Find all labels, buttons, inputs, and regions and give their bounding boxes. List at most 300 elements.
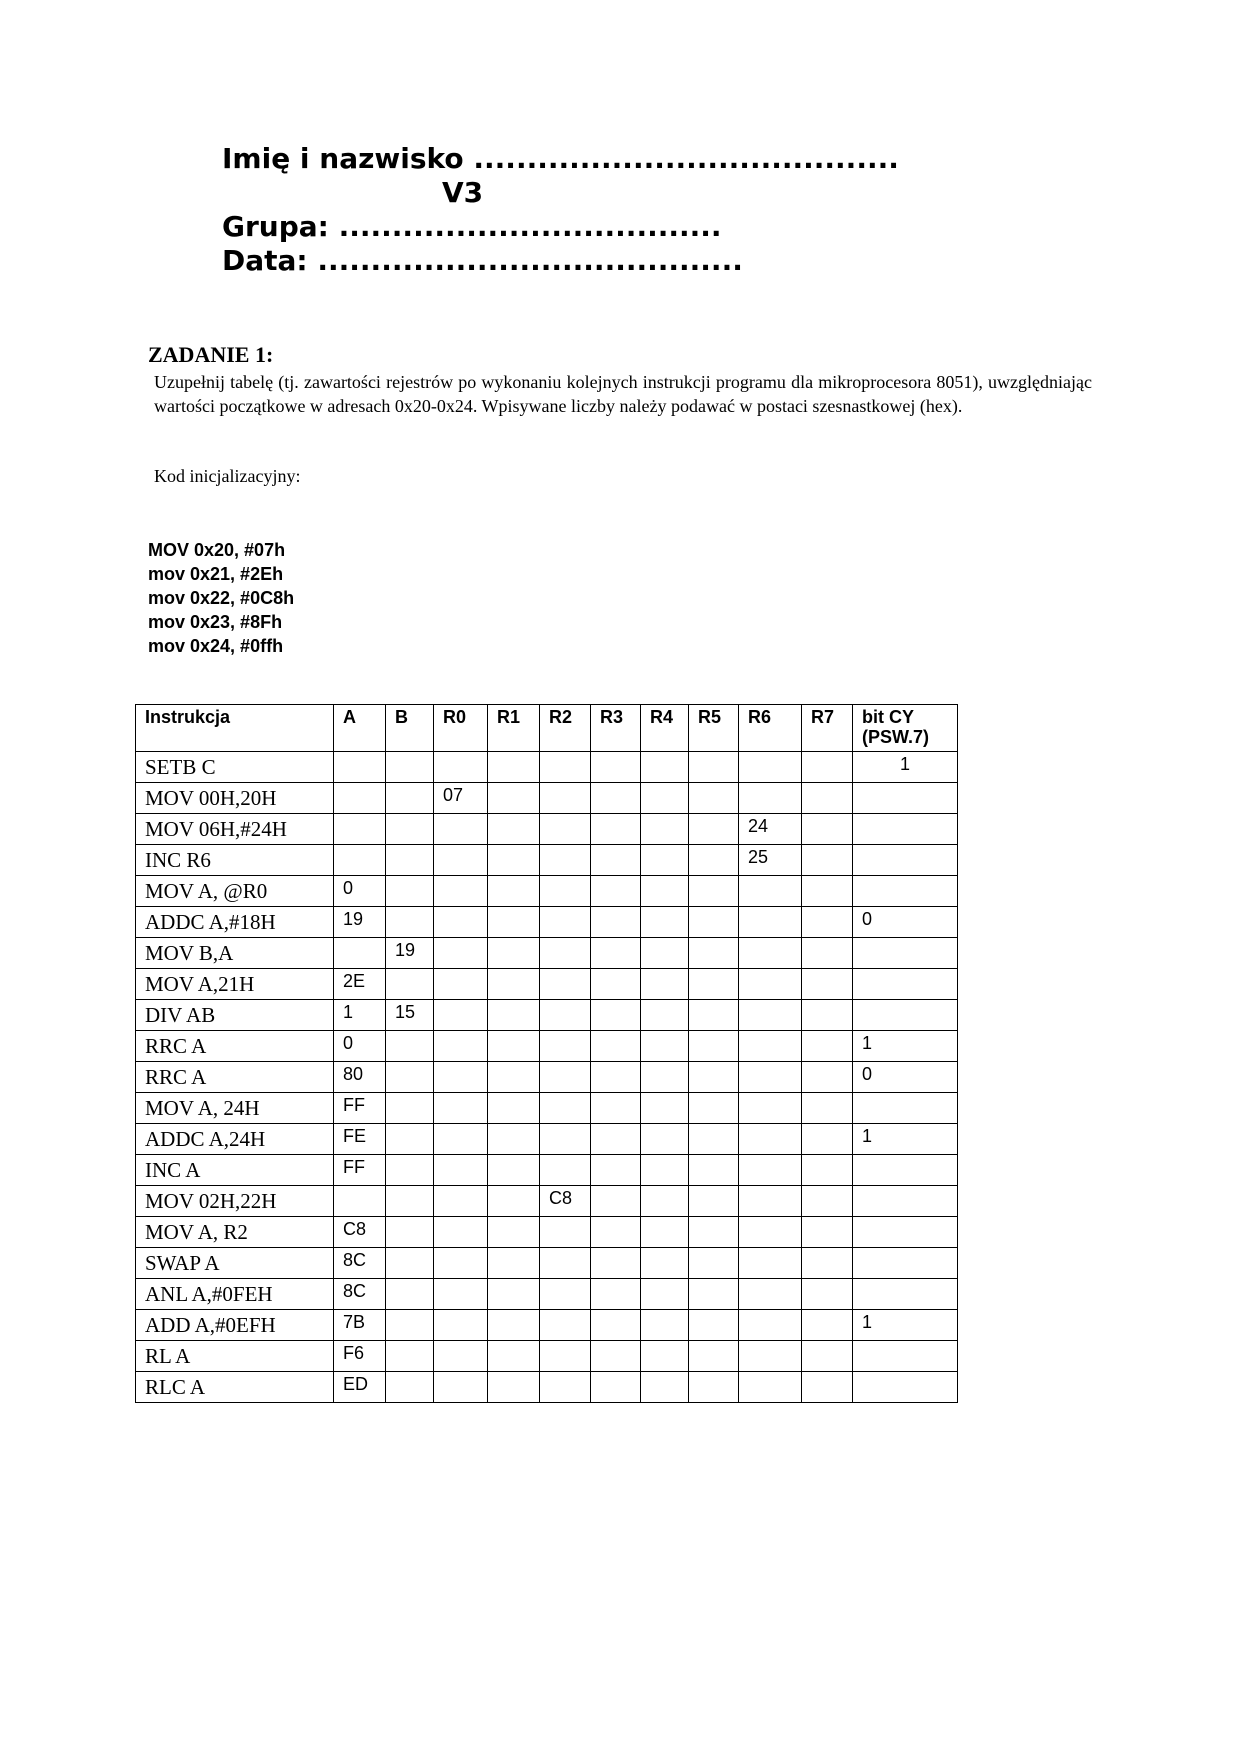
code-line: mov 0x23, #8Fh — [148, 612, 283, 632]
table-row — [136, 814, 958, 845]
register-cell — [434, 907, 488, 938]
register-cell — [540, 938, 591, 969]
register-cell: 0 — [853, 907, 958, 938]
register-cell — [853, 783, 958, 814]
register-cell — [334, 845, 386, 876]
register-cell — [802, 1093, 853, 1124]
register-cell: 0 — [853, 1062, 958, 1093]
register-cell — [591, 1248, 641, 1279]
register-cell — [334, 1186, 386, 1217]
register-cell — [488, 1093, 540, 1124]
register-cell — [386, 1093, 434, 1124]
register-cell — [540, 1062, 591, 1093]
register-cell — [540, 1000, 591, 1031]
register-cell — [802, 969, 853, 1000]
register-cell — [434, 969, 488, 1000]
register-cell — [488, 1031, 540, 1062]
group-label: Grupa: — [222, 210, 329, 243]
register-cell — [641, 1217, 689, 1248]
instruction-cell: ADDC A,24H — [136, 1124, 334, 1155]
register-cell — [689, 907, 739, 938]
register-cell — [488, 752, 540, 783]
register-cell — [853, 876, 958, 907]
instruction-cell: DIV AB — [136, 1000, 334, 1031]
register-cell — [802, 1124, 853, 1155]
register-cell — [802, 1186, 853, 1217]
register-cell — [802, 1341, 853, 1372]
register-cell: 24 — [739, 814, 802, 845]
register-cell — [853, 1217, 958, 1248]
table-row — [136, 1031, 958, 1062]
header-cell: R1 — [488, 705, 540, 752]
register-cell — [434, 814, 488, 845]
name-dots: ........................................ — [473, 142, 899, 175]
register-cell — [540, 1248, 591, 1279]
register-cell — [591, 1279, 641, 1310]
register-cell: 80 — [334, 1062, 386, 1093]
register-cell: 1 — [334, 1000, 386, 1031]
register-cell — [641, 1372, 689, 1403]
init-code-block — [148, 538, 294, 658]
code-line: mov 0x24, #0ffh — [148, 636, 284, 656]
date-line — [222, 244, 899, 278]
register-cell — [540, 1217, 591, 1248]
register-cell — [591, 1062, 641, 1093]
register-cell — [488, 1186, 540, 1217]
register-cell — [739, 1031, 802, 1062]
register-cell — [739, 1186, 802, 1217]
register-cell — [540, 845, 591, 876]
register-cell — [591, 1310, 641, 1341]
register-cell — [591, 1341, 641, 1372]
register-cell — [591, 1093, 641, 1124]
register-cell — [689, 1000, 739, 1031]
register-cell — [641, 1341, 689, 1372]
register-cell — [386, 1186, 434, 1217]
register-cell — [386, 814, 434, 845]
register-cell — [802, 1248, 853, 1279]
register-cell — [488, 907, 540, 938]
instruction-cell: SETB C — [136, 752, 334, 783]
register-cell — [591, 814, 641, 845]
register-cell — [802, 845, 853, 876]
header-cell: R5 — [689, 705, 739, 752]
register-cell — [739, 1310, 802, 1341]
register-cell — [853, 1248, 958, 1279]
register-cell — [853, 1279, 958, 1310]
register-cell — [386, 845, 434, 876]
register-cell — [434, 938, 488, 969]
name-label: Imię i nazwisko — [222, 142, 464, 175]
register-cell — [739, 1279, 802, 1310]
register-cell: 1 — [853, 1124, 958, 1155]
register-cell: 1 — [853, 752, 958, 783]
register-cell — [488, 1248, 540, 1279]
register-cell — [739, 1248, 802, 1279]
register-cell — [434, 1372, 488, 1403]
register-cell — [853, 845, 958, 876]
register-cell: C8 — [540, 1186, 591, 1217]
register-cell — [641, 814, 689, 845]
register-cell — [689, 845, 739, 876]
table-row — [136, 1217, 958, 1248]
table-row — [136, 783, 958, 814]
table-row — [136, 1155, 958, 1186]
header-cell: R7 — [802, 705, 853, 752]
register-cell — [386, 783, 434, 814]
code-line: mov 0x21, #2Eh — [148, 564, 284, 584]
register-cell — [641, 1031, 689, 1062]
register-cell — [591, 1186, 641, 1217]
register-cell — [739, 1124, 802, 1155]
register-cell — [689, 1341, 739, 1372]
register-cell — [853, 1093, 958, 1124]
register-cell — [591, 1217, 641, 1248]
register-cell — [641, 1124, 689, 1155]
init-code-label: Kod inicjalizacyjny: — [154, 466, 301, 486]
table-row — [136, 1000, 958, 1031]
register-cell — [434, 1000, 488, 1031]
table-row — [136, 1341, 958, 1372]
register-cell: 07 — [434, 783, 488, 814]
register-cell — [739, 783, 802, 814]
register-cell — [540, 969, 591, 1000]
task-title: ZADANIE 1: — [148, 342, 274, 367]
register-cell — [488, 1124, 540, 1155]
register-cell — [739, 1062, 802, 1093]
header-cell: R6 — [739, 705, 802, 752]
register-cell — [739, 1093, 802, 1124]
register-cell — [591, 969, 641, 1000]
register-cell — [488, 1062, 540, 1093]
table-row — [136, 1093, 958, 1124]
register-cell — [591, 845, 641, 876]
register-cell — [540, 1093, 591, 1124]
register-cell — [641, 845, 689, 876]
register-cell — [739, 969, 802, 1000]
table-row — [136, 845, 958, 876]
register-cell: ED — [334, 1372, 386, 1403]
register-cell — [802, 814, 853, 845]
register-cell — [334, 752, 386, 783]
table-header-row — [136, 705, 958, 752]
register-cell: 0 — [334, 876, 386, 907]
register-cell — [641, 1093, 689, 1124]
register-cell — [641, 1186, 689, 1217]
register-cell — [802, 1279, 853, 1310]
instruction-cell: ANL A,#0FEH — [136, 1279, 334, 1310]
register-cell — [641, 876, 689, 907]
register-cell — [739, 752, 802, 783]
instruction-cell: INC A — [136, 1155, 334, 1186]
register-cell — [802, 752, 853, 783]
register-cell — [591, 876, 641, 907]
code-line: MOV 0x20, #07h — [148, 540, 286, 560]
register-cell — [591, 752, 641, 783]
register-cell — [853, 1372, 958, 1403]
register-cell — [689, 1155, 739, 1186]
register-cell — [540, 907, 591, 938]
instruction-cell: MOV A, R2 — [136, 1217, 334, 1248]
group-line — [222, 210, 899, 244]
register-cell — [540, 1279, 591, 1310]
register-cell — [641, 1279, 689, 1310]
register-cell — [689, 1372, 739, 1403]
table-row — [136, 1372, 958, 1403]
table-row — [136, 938, 958, 969]
register-cell — [739, 1341, 802, 1372]
register-cell — [802, 1031, 853, 1062]
register-cell: 2E — [334, 969, 386, 1000]
register-cell — [591, 938, 641, 969]
header-cell: bit CY (PSW.7) — [853, 705, 958, 752]
register-cell: 7B — [334, 1310, 386, 1341]
register-cell — [689, 1310, 739, 1341]
register-cell — [641, 969, 689, 1000]
register-cell — [591, 907, 641, 938]
register-cell — [386, 752, 434, 783]
register-table — [135, 704, 958, 1403]
register-cell — [591, 783, 641, 814]
register-cell — [488, 1000, 540, 1031]
group-dots: .................................... — [338, 210, 722, 243]
register-cell — [853, 938, 958, 969]
register-cell — [802, 907, 853, 938]
register-cell — [386, 1155, 434, 1186]
table-row — [136, 1124, 958, 1155]
register-cell — [802, 1000, 853, 1031]
table-row — [136, 1248, 958, 1279]
register-cell — [591, 1031, 641, 1062]
register-cell — [689, 1062, 739, 1093]
register-cell — [488, 845, 540, 876]
register-cell — [641, 1248, 689, 1279]
register-cell: 19 — [334, 907, 386, 938]
register-cell — [540, 1372, 591, 1403]
register-cell — [540, 1031, 591, 1062]
register-cell — [739, 876, 802, 907]
register-cell — [434, 1062, 488, 1093]
instruction-cell: SWAP A — [136, 1248, 334, 1279]
register-cell — [386, 1341, 434, 1372]
register-cell — [540, 1341, 591, 1372]
register-cell — [434, 1310, 488, 1341]
register-cell — [853, 1186, 958, 1217]
register-cell — [386, 1248, 434, 1279]
register-cell — [689, 938, 739, 969]
instruction-cell: MOV 02H,22H — [136, 1186, 334, 1217]
register-cell — [689, 783, 739, 814]
register-cell — [641, 1000, 689, 1031]
register-cell — [739, 1000, 802, 1031]
register-cell — [802, 1372, 853, 1403]
register-cell: 25 — [739, 845, 802, 876]
register-cell: F6 — [334, 1341, 386, 1372]
register-cell — [689, 876, 739, 907]
register-cell — [641, 1155, 689, 1186]
register-cell — [853, 814, 958, 845]
register-cell — [739, 1155, 802, 1186]
register-cell — [853, 1155, 958, 1186]
register-cell — [434, 876, 488, 907]
register-cell — [540, 783, 591, 814]
register-cell — [689, 752, 739, 783]
register-cell: 15 — [386, 1000, 434, 1031]
register-cell — [386, 907, 434, 938]
register-cell — [540, 1124, 591, 1155]
header-cell: Instrukcja — [136, 705, 334, 752]
register-cell — [488, 1279, 540, 1310]
instruction-cell: INC R6 — [136, 845, 334, 876]
register-cell — [591, 1372, 641, 1403]
register-cell — [641, 752, 689, 783]
register-cell — [386, 1279, 434, 1310]
register-cell — [689, 1217, 739, 1248]
register-cell — [689, 1124, 739, 1155]
register-cell — [802, 1310, 853, 1341]
register-cell — [386, 1310, 434, 1341]
header-block — [222, 142, 899, 278]
register-cell — [488, 938, 540, 969]
register-cell — [802, 1217, 853, 1248]
instruction-cell: MOV A, @R0 — [136, 876, 334, 907]
register-cell — [689, 1279, 739, 1310]
register-cell: 1 — [853, 1031, 958, 1062]
header-cell: R2 — [540, 705, 591, 752]
register-cell — [386, 1062, 434, 1093]
register-cell — [641, 783, 689, 814]
header-cell: R0 — [434, 705, 488, 752]
register-cell: 1 — [853, 1310, 958, 1341]
register-cell — [434, 1093, 488, 1124]
register-cell — [386, 969, 434, 1000]
register-cell — [641, 907, 689, 938]
register-cell — [689, 1031, 739, 1062]
instruction-cell: RL A — [136, 1341, 334, 1372]
code-line: mov 0x22, #0C8h — [148, 588, 295, 608]
register-cell — [591, 1155, 641, 1186]
register-cell — [488, 1372, 540, 1403]
register-cell — [853, 1341, 958, 1372]
register-cell: C8 — [334, 1217, 386, 1248]
register-cell: FF — [334, 1093, 386, 1124]
register-cell — [434, 1341, 488, 1372]
register-cell — [641, 938, 689, 969]
register-cell — [334, 938, 386, 969]
register-cell — [434, 845, 488, 876]
instruction-cell: ADDC A,#18H — [136, 907, 334, 938]
register-cell — [802, 783, 853, 814]
register-cell: FE — [334, 1124, 386, 1155]
register-cell — [540, 876, 591, 907]
register-cell — [591, 1000, 641, 1031]
register-cell — [386, 876, 434, 907]
register-cell: 8C — [334, 1248, 386, 1279]
instruction-cell: MOV A, 24H — [136, 1093, 334, 1124]
table-row — [136, 1186, 958, 1217]
register-cell: FF — [334, 1155, 386, 1186]
register-cell — [540, 1155, 591, 1186]
date-dots: ........................................ — [317, 244, 743, 277]
register-cell — [434, 1155, 488, 1186]
register-cell — [386, 1124, 434, 1155]
instruction-cell: MOV 06H,#24H — [136, 814, 334, 845]
register-cell — [802, 876, 853, 907]
register-cell — [488, 876, 540, 907]
register-cell — [739, 907, 802, 938]
task-description: Uzupełnij tabelę (tj. zawartości rejestrów po wykonaniu kolejnych instrukcji programu dla mikroprocesora 8051), uwzględniając wartości początkowe w adresach 0x20-0x24. Wpisywane liczby należy podawać w postaci szesnastkowej (hex). — [154, 372, 1092, 416]
header-cell: A — [334, 705, 386, 752]
register-cell — [434, 1031, 488, 1062]
register-cell — [386, 1217, 434, 1248]
register-cell — [739, 938, 802, 969]
register-cell — [488, 969, 540, 1000]
register-cell — [540, 1310, 591, 1341]
date-label: Data: — [222, 244, 308, 277]
table-row — [136, 1062, 958, 1093]
register-cell — [488, 1341, 540, 1372]
instruction-cell: RRC A — [136, 1062, 334, 1093]
table-row — [136, 907, 958, 938]
register-cell — [641, 1062, 689, 1093]
register-cell — [853, 1000, 958, 1031]
register-cell — [334, 783, 386, 814]
register-cell — [434, 752, 488, 783]
register-cell — [802, 938, 853, 969]
register-cell — [488, 783, 540, 814]
register-cell — [488, 1310, 540, 1341]
register-cell — [739, 1372, 802, 1403]
register-cell — [434, 1248, 488, 1279]
instruction-cell: MOV 00H,20H — [136, 783, 334, 814]
register-cell — [689, 969, 739, 1000]
register-cell — [334, 814, 386, 845]
table-row — [136, 1279, 958, 1310]
header-cell: B — [386, 705, 434, 752]
register-cell — [434, 1124, 488, 1155]
register-cell — [689, 1186, 739, 1217]
register-cell — [386, 1031, 434, 1062]
table-row — [136, 969, 958, 1000]
register-cell — [802, 1062, 853, 1093]
register-cell — [488, 814, 540, 845]
register-cell — [434, 1217, 488, 1248]
name-line — [222, 142, 899, 176]
register-cell — [488, 1217, 540, 1248]
instruction-cell: RRC A — [136, 1031, 334, 1062]
table-row — [136, 1310, 958, 1341]
header-cell: R3 — [591, 705, 641, 752]
instruction-cell: MOV B,A — [136, 938, 334, 969]
version-label: V3 — [442, 176, 484, 209]
register-cell — [488, 1155, 540, 1186]
register-cell — [386, 1372, 434, 1403]
register-cell — [739, 1217, 802, 1248]
register-cell — [689, 814, 739, 845]
table-row — [136, 752, 958, 783]
register-cell — [434, 1279, 488, 1310]
register-cell — [689, 1093, 739, 1124]
instruction-cell: MOV A,21H — [136, 969, 334, 1000]
register-cell: 19 — [386, 938, 434, 969]
register-cell: 0 — [334, 1031, 386, 1062]
register-cell: 8C — [334, 1279, 386, 1310]
register-cell — [853, 969, 958, 1000]
instruction-cell: RLC A — [136, 1372, 334, 1403]
register-cell — [434, 1186, 488, 1217]
table-body — [136, 752, 958, 1403]
register-cell — [591, 1124, 641, 1155]
